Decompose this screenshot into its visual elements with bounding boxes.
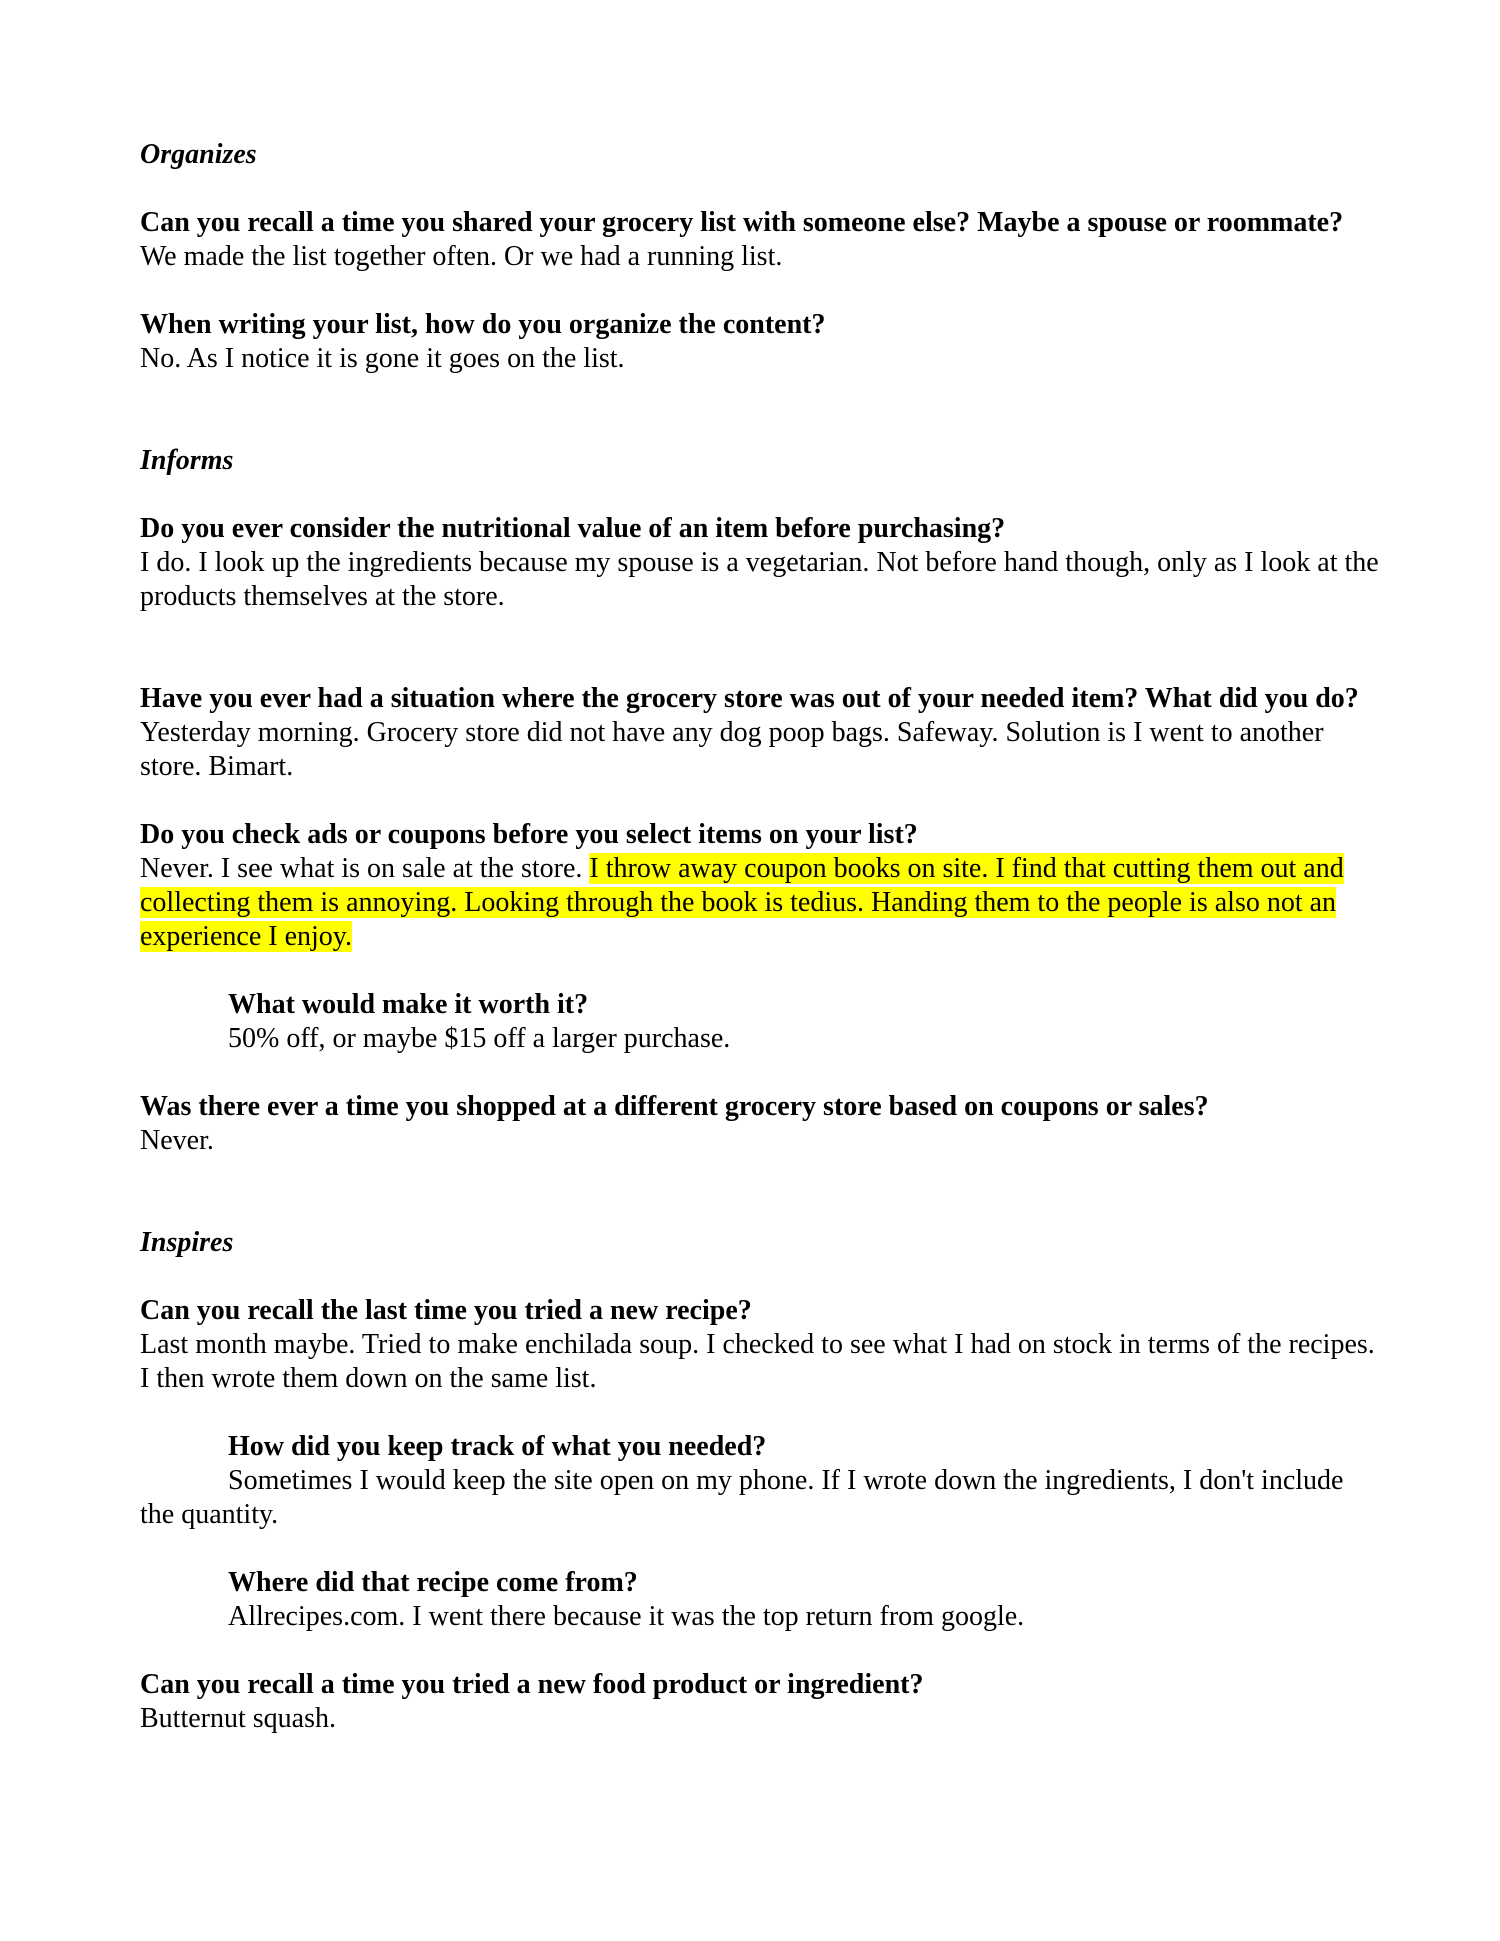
question: When writing your list, how do you organize the content? <box>140 309 826 340</box>
follow-up-block <box>140 1566 1380 1634</box>
follow-up-block <box>140 1430 1380 1464</box>
question: Can you recall the last time you tried a new recipe? <box>140 1295 752 1326</box>
question: Do you check ads or coupons before you select items on your list? <box>140 819 918 850</box>
follow-up-question: Where did that recipe come from? <box>228 1567 638 1598</box>
document-page <box>140 138 1380 1736</box>
question: Do you ever consider the nutritional value of an item before purchasing? <box>140 513 1006 544</box>
answer: Last month maybe. Tried to make enchilada soup. I checked to see what I had on stock in terms of the recipes. I then wrote them down on the same list. <box>140 1329 1375 1394</box>
follow-up-answer: Allrecipes.com. I went there because it was the top return from google. <box>228 1601 1025 1632</box>
answer-plain-text: Never. I see what is on sale at the store. <box>140 853 590 884</box>
answer: We made the list together often. Or we had a running list. <box>140 241 783 272</box>
section-title-organizes: Organizes <box>140 139 257 170</box>
answer: No. As I notice it is gone it goes on the list. <box>140 343 625 374</box>
answer: Yesterday morning. Grocery store did not have any dog poop bags. Safeway. Solution is I went to another store. Bimart. <box>140 717 1324 782</box>
follow-up-answer: 50% off, or maybe $15 off a larger purchase. <box>228 1023 731 1054</box>
section-title-informs: Informs <box>140 445 234 476</box>
highlighted-text: I throw away coupon books on site. I find that cutting them out and collecting them is annoying. Looking through the book is tedius. Handing them to the people is also not an experience I enjoy. <box>140 853 1344 952</box>
question: Have you ever had a situation where the grocery store was out of your needed item? What did you do? <box>140 683 1359 714</box>
answer-with-highlight <box>140 852 1380 954</box>
follow-up-answer: Sometimes I would keep the site open on my phone. If I wrote down the ingredients, I don't include the quantity. <box>140 1465 1344 1530</box>
question: Can you recall a time you shared your grocery list with someone else? Maybe a spouse or roommate? <box>140 207 1344 238</box>
follow-up-block <box>140 988 1380 1056</box>
follow-up-question: How did you keep track of what you needed? <box>228 1431 767 1462</box>
question: Can you recall a time you tried a new food product or ingredient? <box>140 1669 924 1700</box>
answer: Never. <box>140 1125 214 1156</box>
follow-up-question: What would make it worth it? <box>228 989 589 1020</box>
question: Was there ever a time you shopped at a different grocery store based on coupons or sales? <box>140 1091 1209 1122</box>
section-title-inspires: Inspires <box>140 1227 234 1258</box>
answer: I do. I look up the ingredients because my spouse is a vegetarian. Not before hand though, only as I look at the products themselves at the store. <box>140 547 1379 612</box>
answer: Butternut squash. <box>140 1703 336 1734</box>
